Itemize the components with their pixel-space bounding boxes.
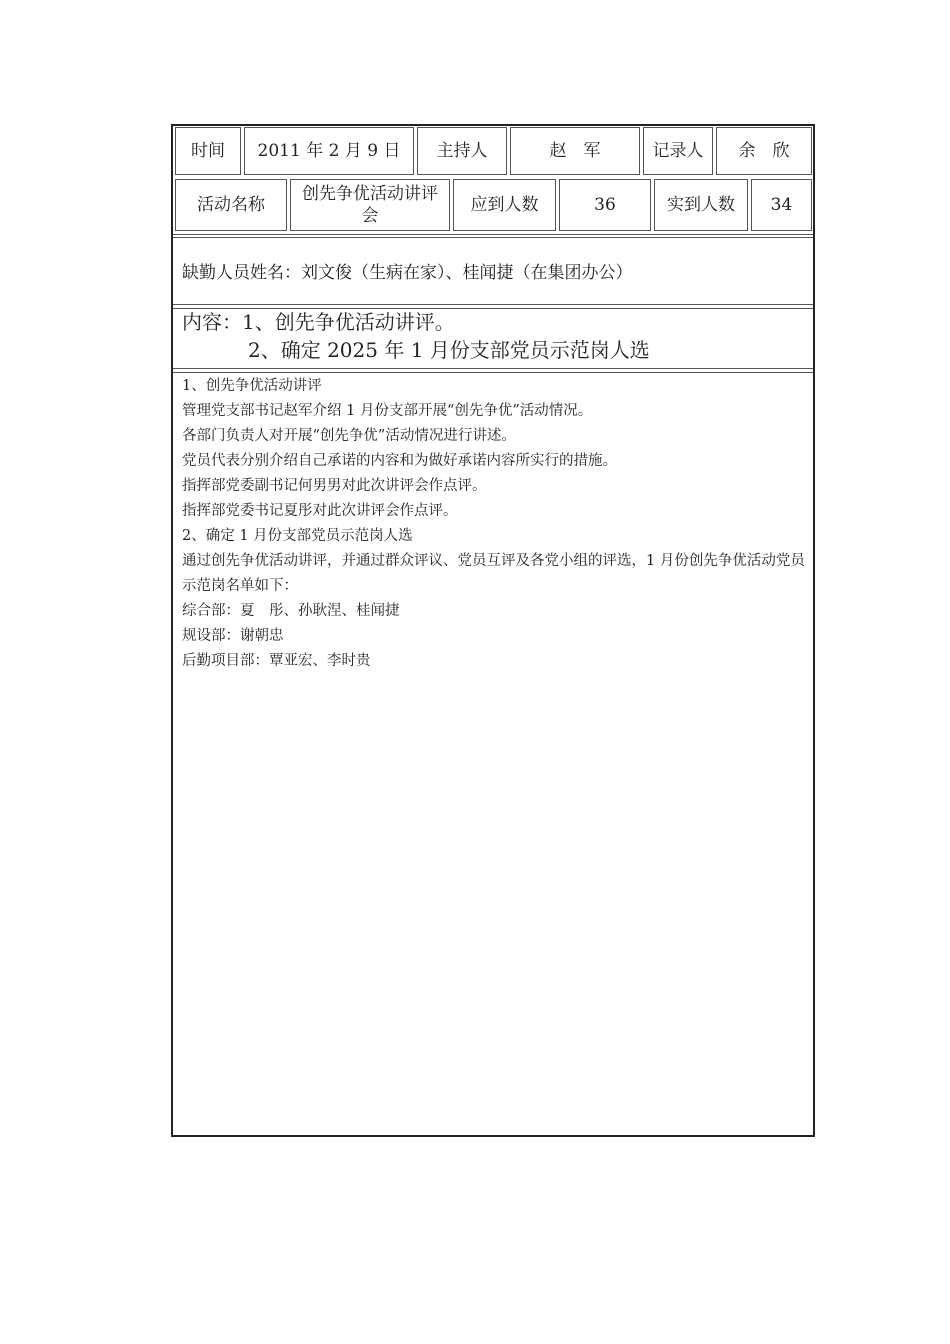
content-heading (182, 308, 650, 364)
actual-value: 34 (751, 179, 812, 231)
recorder-label: 记录人 (643, 127, 713, 175)
minutes-line: 指挥部党委书记夏彤对此次讲评会作点评。 (182, 503, 458, 519)
absent-members: 缺勤人员姓名：刘文俊（生病在家）、桂闻捷（在集团办公） (182, 263, 633, 283)
content-line-1: 内容：1、创先争优活动讲评。 (182, 310, 455, 334)
time-label: 时间 (175, 127, 241, 175)
minutes-line: 1、创先争优活动讲评 (182, 378, 322, 394)
recorder-value: 余 欣 (716, 127, 812, 175)
minutes-line: 党员代表分别介绍自己承诺的内容和为做好承诺内容所实行的措施。 (182, 453, 617, 469)
divider (173, 368, 813, 369)
minutes-line: 规设部：谢朝忠 (182, 628, 284, 644)
minutes-line: 2、确定 1 月份支部党员示范岗人选 (182, 528, 413, 544)
content-line-2: 2、确定 2025 年 1 月份支部党员示范岗人选 (248, 338, 650, 362)
expected-value: 36 (559, 179, 651, 231)
divider (173, 372, 813, 373)
host-value: 赵 军 (510, 127, 640, 175)
meeting-minutes (182, 374, 810, 674)
activity-label: 活动名称 (175, 179, 287, 231)
host-label: 主持人 (417, 127, 507, 175)
minutes-line: 指挥部党委副书记何男男对此次讲评会作点评。 (182, 478, 487, 494)
expected-label: 应到人数 (453, 179, 556, 231)
divider (173, 237, 813, 238)
divider (173, 304, 813, 305)
actual-label: 实到人数 (654, 179, 748, 231)
divider (173, 234, 813, 235)
minutes-line: 管理党支部书记赵军介绍 1 月份支部开展“创先争优”活动情况。 (182, 403, 593, 419)
minutes-line: 后勤项目部：覃亚宏、李时贵 (182, 653, 371, 669)
minutes-line: 各部门负责人对开展“创先争优”活动情况进行讲述。 (182, 428, 516, 444)
minutes-line: 通过创先争优活动讲评，并通过群众评议、党员互评及各党小组的评选，1 月份创先争优活动党员示范岗名单如下： (182, 553, 805, 594)
activity-value: 创先争优活动讲评会 (290, 179, 450, 231)
time-value: 2011 年 2 月 9 日 (244, 127, 414, 175)
minutes-line: 综合部：夏 彤、孙耿涅、桂闻捷 (182, 603, 400, 619)
